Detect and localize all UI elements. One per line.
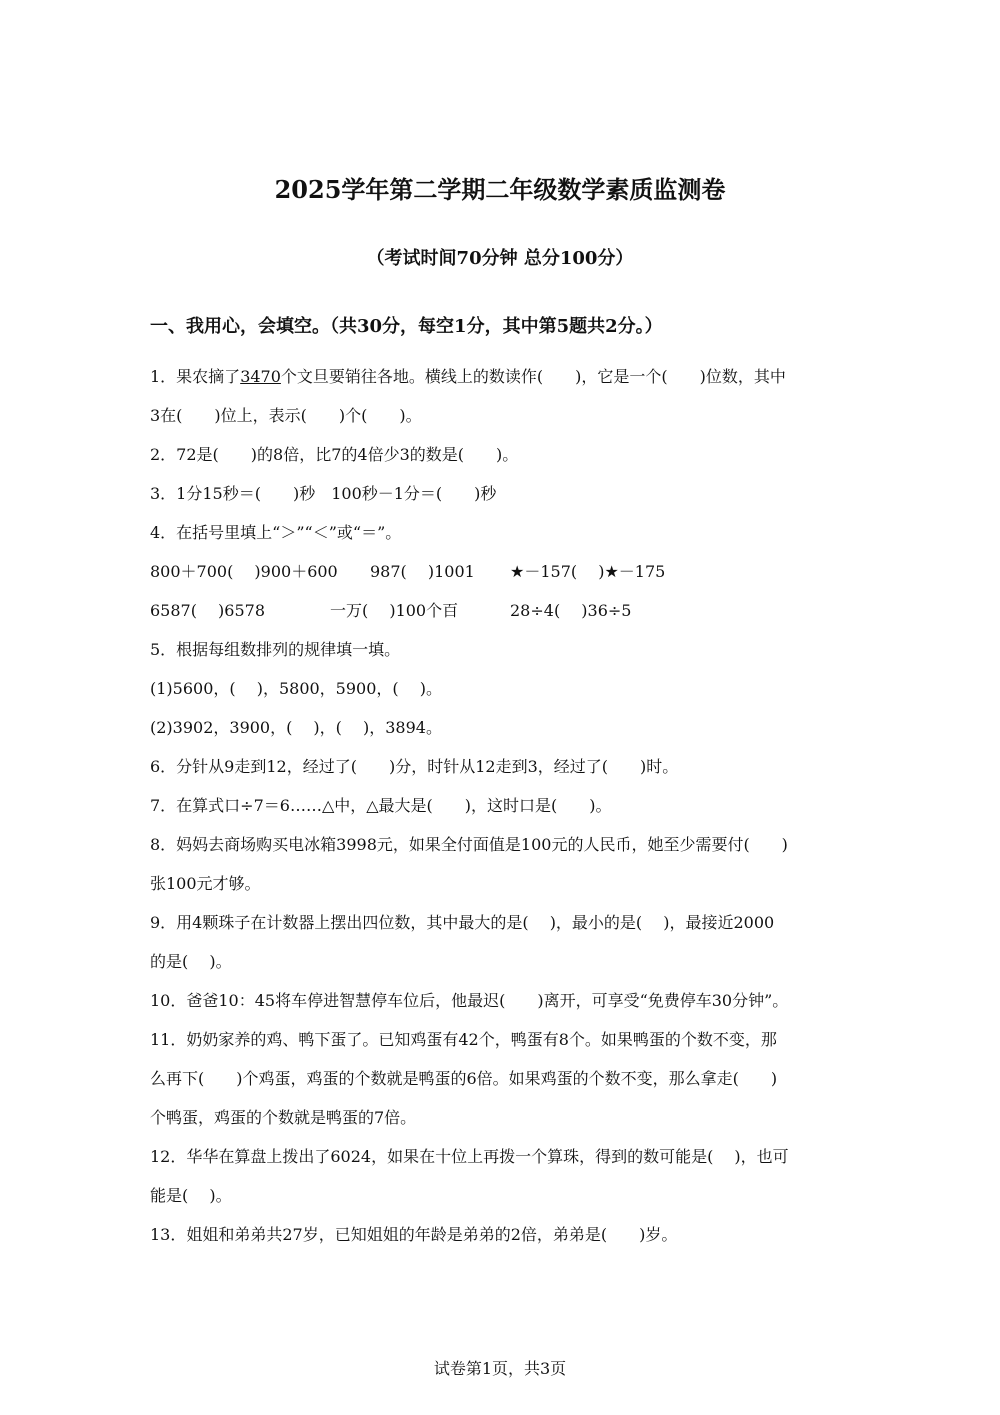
- question-4-row-1-item-1: 800＋700( )900＋600: [150, 562, 338, 581]
- question-5: 5．根据每组数排列的规律填一填。: [150, 640, 401, 659]
- question-8-line-1: 8．妈妈去商场购买电冰箱3998元，如果全付面值是100元的人民币，她至少需要付( ): [150, 835, 788, 854]
- question-1-prefix: 1．果农摘了: [150, 367, 241, 386]
- question-4-row-1-item-2: 987( )1001: [370, 562, 475, 581]
- question-2: 2．72是( )的8倍，比7的4倍少3的数是( )。: [150, 445, 519, 464]
- question-1-rest: 个文旦要销往各地。横线上的数读作( )，它是一个( )位数，其中: [280, 367, 786, 386]
- question-9-line-1: 9．用4颗珠子在计数器上摆出四位数，其中最大的是( )，最小的是( )，最接近2000: [150, 913, 775, 932]
- section-1-heading: 一、我用心，会填空。（共30分，每空1分，其中第5题共2分。）: [150, 316, 663, 337]
- question-6: 6．分针从9走到12，经过了( )分，时针从12走到3，经过了( )时。: [150, 757, 679, 776]
- page-subtitle: （考试时间70分钟 总分100分）: [366, 248, 634, 269]
- question-5-part-2: (2)3902，3900，( )，( )，3894。: [150, 718, 442, 737]
- question-10: 10．爸爸10：45将车停进智慧停车位后，他最迟( )离开，可享受“免费停车30分钟”。: [150, 991, 789, 1010]
- question-4-row-2-item-1: 6587( )6578: [150, 601, 266, 620]
- question-5-part-1: (1)5600，( )，5800，5900，( )。: [150, 679, 442, 698]
- question-1-line-2: 3在( )位上，表示( )个( )。: [150, 406, 422, 425]
- question-7: 7．在算式口÷7＝6……△中，△最大是( )，这时口是( )。: [150, 796, 612, 815]
- question-4: 4．在括号里填上“＞”“＜”或“＝”。: [150, 523, 402, 542]
- page-title: 2025学年第二学期二年级数学素质监测卷: [274, 175, 726, 204]
- question-1-underlined-number: 3470: [240, 367, 281, 386]
- question-3: 3．1分15秒＝( )秒 100秒－1分＝( )秒: [150, 484, 497, 503]
- question-4-row-2-item-3: 28÷4( )36÷5: [510, 601, 632, 620]
- question-8-line-2: 张100元才够。: [150, 874, 261, 893]
- question-12-line-1: 12．华华在算盘上拨出了6024，如果在十位上再拨一个算珠，得到的数可能是( )，也可: [150, 1147, 789, 1166]
- question-12-line-2: 能是( )。: [150, 1186, 232, 1205]
- question-13: 13．姐姐和弟弟共27岁，已知姐姐的年龄是弟弟的2倍，弟弟是( )岁。: [150, 1225, 678, 1244]
- question-4-row-2-item-2: 一万( )100个百: [330, 601, 459, 620]
- page-footer: 试卷第1页，共3页: [433, 1359, 567, 1378]
- question-11-line-2: 么再下( )个鸡蛋，鸡蛋的个数就是鸭蛋的6倍。如果鸡蛋的个数不变，那么拿走( ): [150, 1069, 778, 1088]
- question-9-line-2: 的是( )。: [150, 952, 232, 971]
- question-11-line-1: 11．奶奶家养的鸡、鸭下蛋了。已知鸡蛋有42个，鸭蛋有8个。如果鸭蛋的个数不变，那: [150, 1030, 777, 1049]
- question-1-line-1: [150, 366, 786, 388]
- question-11-line-3: 个鸭蛋，鸡蛋的个数就是鸭蛋的7倍。: [150, 1108, 417, 1127]
- question-4-row-1-item-3: ★－157( )★－175: [510, 562, 666, 581]
